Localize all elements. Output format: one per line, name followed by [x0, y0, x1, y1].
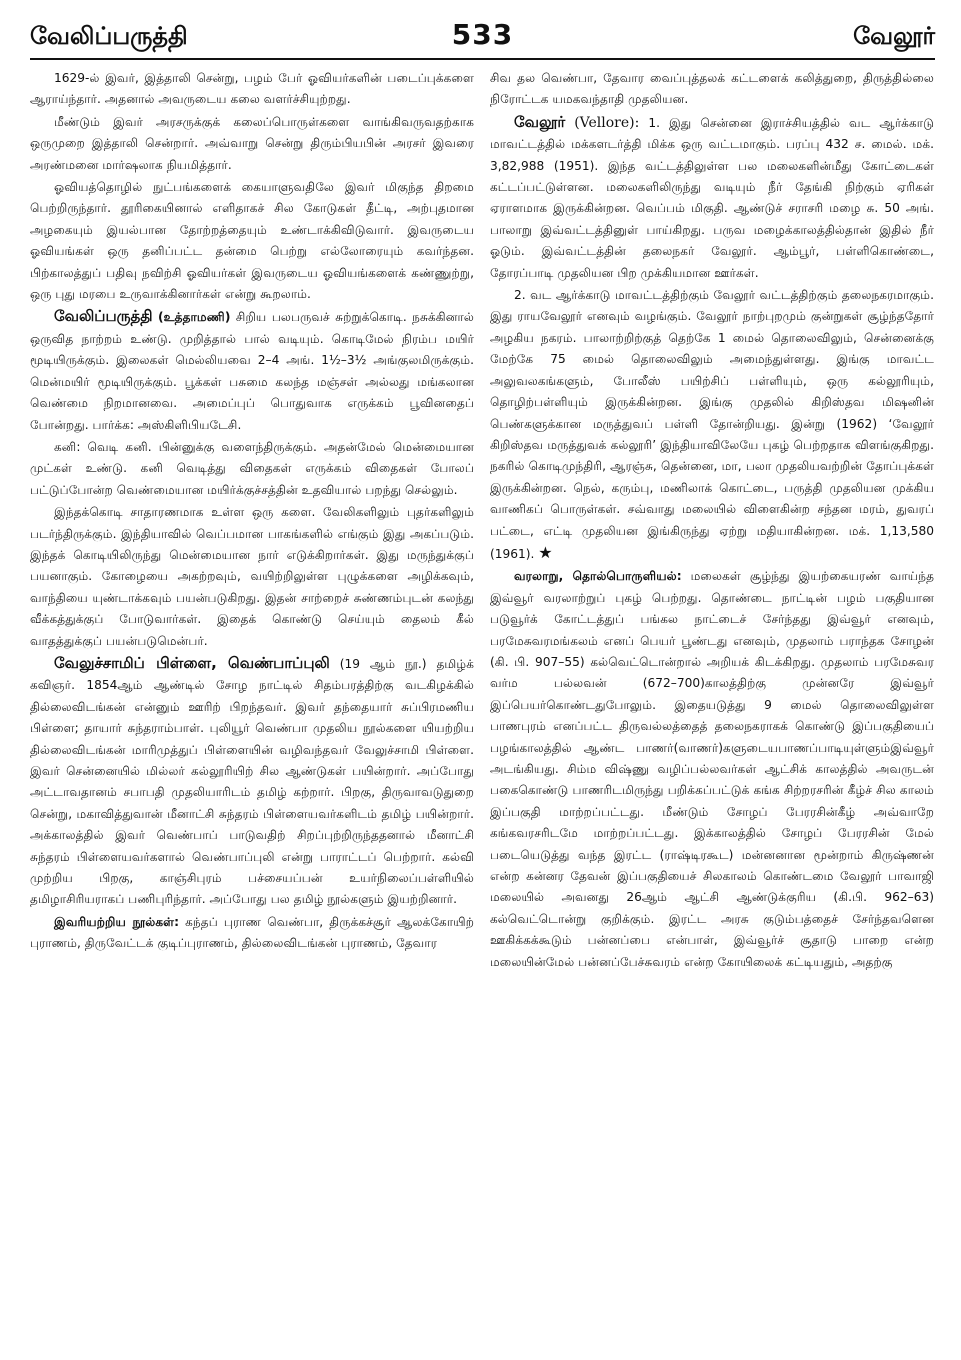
page-header: [30, 18, 935, 60]
paragraph: மீண்டும் இவர் அரசருக்குக் கலைப்பொருள்களை வாங்கிவருவதற்காக ஒருமுறை இத்தாலி சென்றார். அவ்வாறு சென்று திரும்பியபின் அரசர் இவரை அரண்மனை மார்ஷலாக நியமித்தார்.: [30, 114, 474, 172]
right-column: [490, 68, 934, 1358]
entry-vellore: [490, 112, 934, 284]
entry-english-name: (Vellore):: [574, 114, 640, 131]
paragraph: ஓவியத்தொழில் நுட்பங்களைக் கையாளுவதிலே இவர் மிகுந்த திறமை பெற்றிருந்தார். தூரிகையினால் எளிதாகச் சில கோடுகள் தீட்டி, அற்புதமான அழகையும் இயல்பான தோற்றத்தையும் உண்டாக்கிவிடுவார். இவருடைய ஓவியங்கள் ஒரு தனிப்பட்ட தன்மை பெற்று எல்லோரையும் கவர்ந்தன. பிற்காலத்துப் பதிவு நவிற்சி ஓவியர்கள் இவருடைய ஓவியங்களைக் கண்ணுற்று, ஒரு புது மரபை உருவாக்கினார்கள் என்று கூறலாம்.: [30, 180, 474, 302]
entry-text: சிறிய பலபருவச் சுற்றுக்கொடி. நசுக்கினால் ஒருவித நாற்றம் உண்டு. முறித்தால் பால் வடியும். கொடிமேல் நிரம்ப மயிர் மூடியிருக்கும். இலைகள் மெல்லியவை 2–4 அங். 1½–3½ அங்குலமிருக்கும். மென்மயிர் மூடியிருக்கும். பூக்கள் பசுமை கலந்த மஞ்சள் அல்லது மங்கலான வெண்மை நிறமானவை. அமைப்புப் பொதுவாக எருக்கம் பூவினதைப் போன்றது. பார்க்க: அஸ்கிளிபியடேசி.: [30, 310, 474, 432]
star-icon: ★: [538, 542, 553, 562]
paragraph: 1629-ல் இவர், இத்தாலி சென்று, பழம் பேர் ஓவியர்களின் படைப்புக்களை ஆராய்ந்தார். அதனால் அவருடைய கலை வளர்ச்சியுற்றது.: [30, 71, 474, 107]
paragraph: சிவ தல வெண்பா, தேவார வைப்புத்தலக் கட்டளைக் கலித்துறை, திருத்தில்லை நிரோட்டக யமகவந்தாதி முதலியன.: [490, 71, 934, 107]
header-right-guideword: வேலூர்: [853, 22, 935, 50]
paragraph: [490, 285, 934, 565]
works-list: கந்தப் புராண வெண்பா, திருக்கச்சூர் ஆலக்கோயிற் புராணம், திருவேட்டக் குடிப்புராணம், தில்லைவிடங்கன் புராணம், தேவார: [30, 914, 474, 951]
entry-veluchamip-pillai: [30, 653, 474, 911]
paragraph: இந்தக்கொடி சாதாரணமாக உள்ள ஒரு களை. வேலிகளிலும் புதர்களிலும் படர்ந்திருக்கும். இந்தியாவில் வெப்பமான பாகங்களில் எங்கும் இது அகப்படும். இந்தக் கொடியிலிருந்து மென்மையான நார் எடுக்கிறார்கள். இது மருந்துக்குப் பயனாகும். கோழையை அகற்றவும், வயிற்றிலுள்ள புழுக்களை அழிக்கவும், வாந்தியை யுண்டாக்கவும் பயன்படுகிறது. இதன் சாற்றைச் சுண்ணம்புடன் கலந்து வீக்கத்துக்குப் போடுவார்கள். இதைக் கொண்டு செய்யும் தைலம் கீல் வாதத்துக்குப் பயன்படுமென்பர்.: [30, 505, 474, 648]
page-number: 533: [451, 18, 514, 51]
entry-text: 2. வட ஆர்க்காடு மாவட்டத்திற்கும் வேலூர் வட்டத்திற்கும் தலைநகரமாகும். இது ராயவேலூர் எனவும் வழங்கும். வேலூர் நாற்புறமும் குன்றுகள் சூழ்ந்ததோர் அழகிய நகரம். பாலாற்றிற்குத் தெற்கே 1 மைல் தொலைவிலும், சென்னைக்கு மேற்கே 75 மைல் தொலைவிலும் அமைந்துள்ளது. இங்கு மாவட்ட அலுவலகங்களும், போலீஸ் பயிற்சிப் பள்ளியும், ஒரு கல்லூரியும், தொழிற்பள்ளியும் இருக்கின்றன. இங்கு முதலில் கிறிஸ்தவ மிஷனின் பெண்களுக்கான மருத்துவப் பள்ளி தோன்றியது. இன்று (1962) ‘வேலூர் கிறிஸ்தவ மருத்துவக் கல்லூரி’ இந்தியாவிலேயே புகழ் பெற்றதாக விளங்குகிறது. நகரில் கொடிமுந்திரி, ஆரஞ்சு, தென்னை, மா, பலா முதலியவற்றின் தோப்புக்கள் இருக்கின்றன. நெல், கரும்பு, மணிலாக் கொட்டை, பருத்தி முதலியன முக்கிய வாணிகப் பொருள்கள். சவ்வாது மலையில் விளைகின்ற சந்தன மரம், துவரப் பட்டை, எட்டி முதலியன இங்கிருந்து ஏற்று மதியாகின்றன. மக். 1,13,580 (1961).: [490, 288, 934, 561]
left-column: [30, 68, 474, 1358]
entry-text: 1. இது சென்னை இராச்சியத்தில் வட ஆர்க்காடு மாவட்டத்தில் மக்களடர்த்தி மிக்க ஒரு வட்டமாகும். பரப்பு 432 ச. மைல். மக். 3,82,988 (1951). இந்த வட்டத்திலுள்ள பல மலைகளின்மீது கோட்டைகள் கட்டப்பட்டுள்ளன. மலைகளிலிருந்து வடியும் நீர் தேங்கி நிற்கும் ஏரிகள் ஏராளமாக இருக்கின்றன. வெப்பம் மிகுதி. ஆண்டுச் சராசரி மழை சு. 50 அங். பாலாறு இவ்வட்டத்தினுள் பாய்கிறது. பருவ மழைக்காலத்தில்தான் இதில் நீர் ஓடும். இவ்வட்டத்தின் தலைநகர் வேலூர். ஆம்பூர், பள்ளிகொண்டை, தோரப்பாடி முதலியன பிற முக்கியமான ஊர்கள்.: [490, 115, 934, 280]
paragraph: [490, 566, 934, 973]
paragraph: [30, 912, 474, 955]
entry-headword: வேலூர்: [514, 112, 566, 131]
subsection-heading: வரலாறு, தொல்பொருளியல்:: [514, 569, 682, 584]
entry-velipparuthi: [30, 306, 474, 435]
paragraph: கனி: வெடி கனி. பின்னுக்கு வளைந்திருக்கும். அதன்மேல் மென்மையான முட்கள் உண்டு. கனி வெடித்து விதைகள் எருக்கம் விதைகள் போலப் பட்டுப்போன்ற வெண்மையான மயிர்க்குச்சத்தின் உதவியால் பறந்து செல்லும்.: [30, 439, 474, 497]
columns: [30, 68, 935, 1358]
entry-text: மலைகள் சூழ்ந்து இயற்கையரண் வாய்ந்த இவ்வூர் வரலாற்றுப் புகழ் பெற்றது. தொண்டை நாட்டின் பழம் பகுதியான படுவூர்க் கோட்டத்துப் பங்கல நாட்டைச் சேர்ந்தது இவ்வூர் எனவும், பரமேசுவரமங்கலம் எனப் பெயர் பூண்டது எனவும், முதலாம் பராந்தக சோழன் (கி. பி. 907–55) கல்வெட்டொன்றால் அறியக் கிடக்கிறது. முதலாம் பரமேசுவர வர்ம பல்லவன் (672–700)காலத்திற்கு முன்னரே இவ்வூர் இப்பெயர்கொண்டதுபோலும். இதையடுத்து 9 மைல் தொலைவிலுள்ள பாணபுரம் எனப்பட்ட திருவல்லத்தைத் தலைநகராகக் கொண்டு இப்பகுதியைப் பழங்காலத்தில் ஆண்ட பாணர்(வாணர்)களுடையபாணப்பாடியுள்ளும்இவ்வூர் அடங்கியது. சிம்ம விஷ்ணு வழிப்பல்லவர்கள் ஆட்சிக் காலத்தில் அவருடன் பகைகொண்டு பாணரிடமிருந்து பறிக்கப்பட்டுக் கங்க சிற்றரசரின் கீழ்ச் சில காலம் இப்பகுதி மாற்றப்பட்டது. மீண்டும் சோழப் பேரரசின்கீழ் அவ்வாறே கங்கவரசரிடமே மாற்றப்பட்டது. இக்காலத்தில் சோழப் பேரரசின் மேல் படையெடுத்து வந்த இரட்ட (ராஷ்டிரகூட) மன்னனான மூன்றாம் கிருஷ்ணன் என்ற கன்னர தேவன் இப்பகுதியைச் சிலகாலம் கொண்டமை வேலூர் பாவாஜி மலையில் அவனது 26ஆம் ஆட்சி ஆண்டுக்குரிய (கி.பி. 962–63) கல்வெட்டொன்று குறிக்கும். இரட்ட அரசு குடும்பத்தைச் சேர்ந்தவளென ஊகிக்கக்கூடும் பன்னப்பை என்பாள், இவ்வூர்ச் சூதாடு பாறை என்ற மலையின்மேல் பன்னப்பேச்சுவரம் என்ற கோயிலைக் கட்டியதும், அதற்கு: [490, 569, 934, 969]
entry-headword: வேலிப்பருத்தி: [54, 307, 153, 326]
entry-headword: வேலுச்சாமிப் பிள்ளை, வெண்பாப்புலி: [54, 653, 330, 672]
works-label: இவரியற்றிய நூல்கள்:: [54, 914, 180, 929]
entry-alt-name: (உத்தாமணி): [158, 310, 231, 325]
entry-text: (19 ஆம் நூ.) தமிழ்க் கவிஞர். 1854ஆம் ஆண்டில் சோழ நாட்டில் சிதம்பரத்திற்கு வடகிழக்கில் தில்லைவிடங்கன் என்னும் ஊரிற் பிறந்தவர். இவர் தந்தையார் சுப்பிரமணிய பிள்ளை; தாயார் சுந்தராம்பாள். புலியூர் வெண்பா முதலிய நூல்களை யியற்றிய தில்லைவிடங்கன் மாரிமுத்துப் பிள்ளையின் வழிவந்தவர் வேலுச்சாமி பிள்ளை. இவர் சென்னையில் மில்லர் கல்லூரியிற் சில ஆண்டுகள் பயின்றார். அப்போது அட்டாவதானம் சபாபதி முதலியாரிடம் தமிழ் கற்றார். பிறகு, திருவாவடுதுறை சென்று, மகாவித்துவான் மீனாட்சி சுந்தரம் பிள்ளையவர்களிடம் தமிழ் பயின்றார். அக்காலத்தில் இவர் வெண்பாப் பாடுவதிற் சிறப்புற்றிருந்ததனால் மீனாட்சி சுந்தரம் பிள்ளையவர்களால் வெண்பாப்புலி என்று பாராட்டப் பெற்றார். கல்வி முற்றிய பிறகு, காஞ்சிபுரம் பச்சையப்பன் உயர்நிலைப்பள்ளியில் தமிழாசிரியராகப் பணிபுரிந்தார். அப்போது பல தமிழ் நூல்களும் இயற்றினார்.: [30, 656, 474, 907]
header-left-guideword: வேலிப்பருத்தி: [30, 22, 188, 50]
